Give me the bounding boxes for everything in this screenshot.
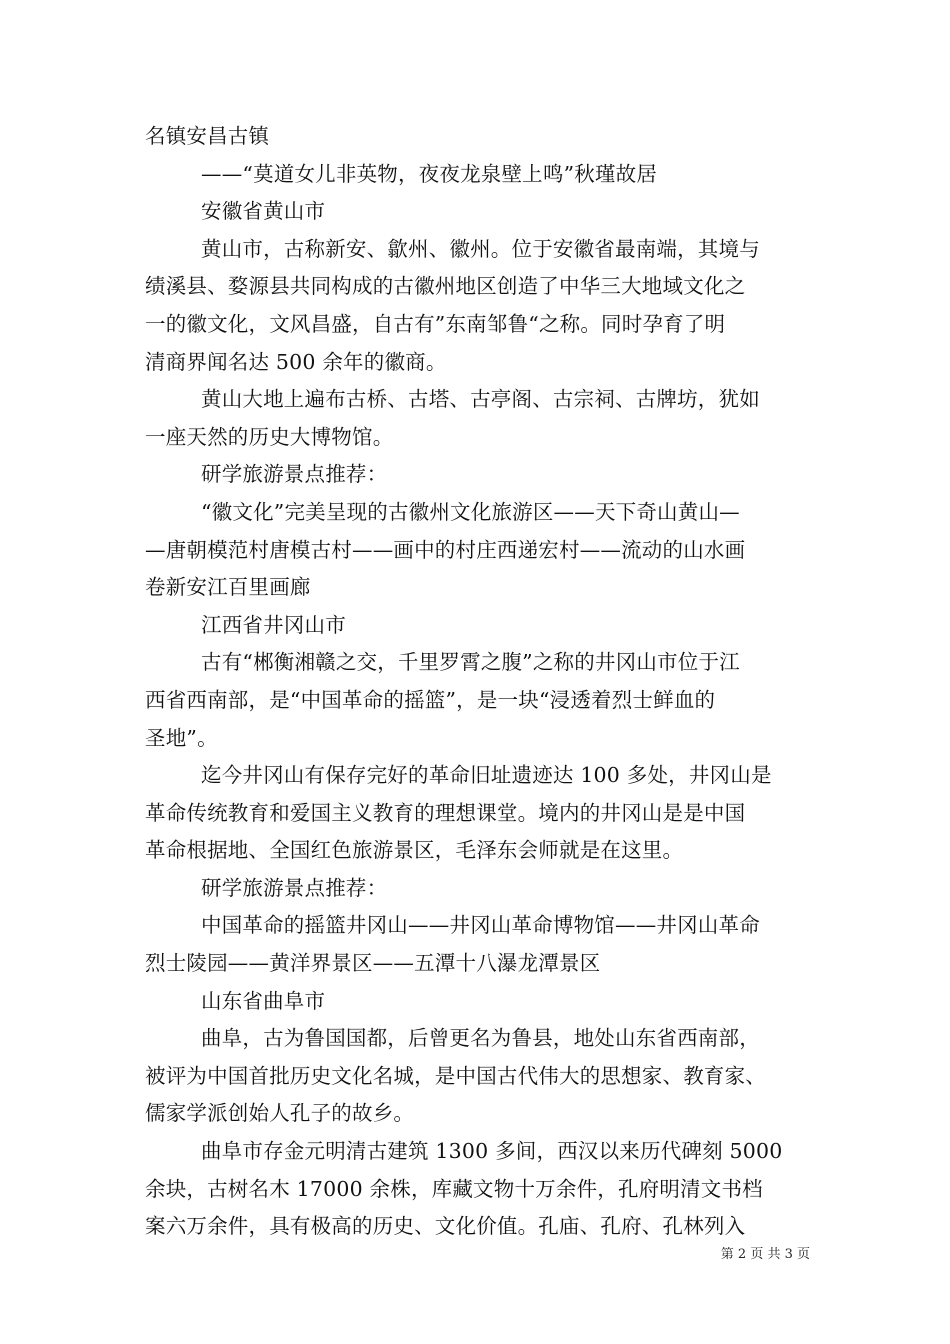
- section-heading: 安徽省黄山市: [201, 199, 326, 224]
- recommendation-heading: 研学旅游景点推荐：: [201, 462, 388, 487]
- text-line: 卷新安江百里画廊: [145, 575, 311, 600]
- recommendation-heading: 研学旅游景点推荐：: [201, 875, 388, 900]
- text-line: 绩溪县、婺源县共同构成的古徽州地区创造了中华三大地域文化之: [145, 274, 746, 299]
- text-line: 烈士陵园——黄洋界景区——五潭十八瀑龙潭景区: [145, 951, 601, 976]
- text-line: 迄今井冈山有保存完好的革命旧址遗迹达 100 多处，井冈山是: [201, 763, 772, 788]
- text-line: “徽文化”完美呈现的古徽州文化旅游区——天下奇山黄山—: [201, 499, 740, 524]
- text-line: 案六万余件，具有极高的历史、文化价值。孔庙、孔府、孔林列入: [145, 1214, 746, 1239]
- text-line: 儒家学派创始人孔子的故乡。: [145, 1101, 415, 1126]
- section-heading: 江西省井冈山市: [201, 612, 346, 637]
- text-line: ——“莫道女儿非英物，夜夜龙泉壁上鸣”秋瑾故居: [201, 161, 658, 186]
- document-body: [145, 118, 810, 1246]
- text-line: 黄山大地上遍布古桥、古塔、古亭阁、古宗祠、古牌坊，犹如: [201, 387, 760, 412]
- text-line: 清商界闻名达 500 余年的徽商。: [145, 349, 447, 374]
- text-line: 一座天然的历史大博物馆。: [145, 424, 394, 449]
- text-line: 曲阜，古为鲁国国都，后曾更名为鲁县，地处山东省西南部，: [201, 1026, 760, 1051]
- text-line: 余块，古树名木 17000 余株，库藏文物十万余件，孔府明清文书档: [145, 1176, 763, 1201]
- text-line: 古有“郴衡湘赣之交，千里罗霄之腹”之称的井冈山市位于江: [201, 650, 740, 675]
- text-line: 西省西南部，是“中国革命的摇篮”，是一块“浸透着烈士鲜血的: [145, 687, 716, 712]
- text-line: —唐朝模范村唐模古村——画中的村庄西递宏村——流动的山水画: [145, 537, 746, 562]
- text-line: 圣地”。: [145, 725, 218, 750]
- text-line: 一的徽文化，文风昌盛，自古有”东南邹鲁“之称。同时孕育了明: [145, 311, 726, 336]
- text-line: 被评为中国首批历史文化名城，是中国古代伟大的思想家、教育家、: [145, 1063, 766, 1088]
- text-line: 黄山市，古称新安、歙州、徽州。位于安徽省最南端，其境与: [201, 236, 760, 261]
- text-line: 革命根据地、全国红色旅游景区，毛泽东会师就是在这里。: [145, 838, 684, 863]
- text-line: 中国革命的摇篮井冈山——井冈山革命博物馆——井冈山革命: [201, 913, 760, 938]
- text-line: 革命传统教育和爱国主义教育的理想课堂。境内的井冈山是是中国: [145, 800, 746, 825]
- text-line: 曲阜市存金元明清古建筑 1300 多间，西汉以来历代碑刻 5000: [201, 1139, 783, 1164]
- page-number-footer: 第 2 页 共 3 页: [720, 1247, 810, 1262]
- text-line: 名镇安昌古镇: [145, 124, 270, 148]
- section-heading: 山东省曲阜市: [201, 988, 326, 1013]
